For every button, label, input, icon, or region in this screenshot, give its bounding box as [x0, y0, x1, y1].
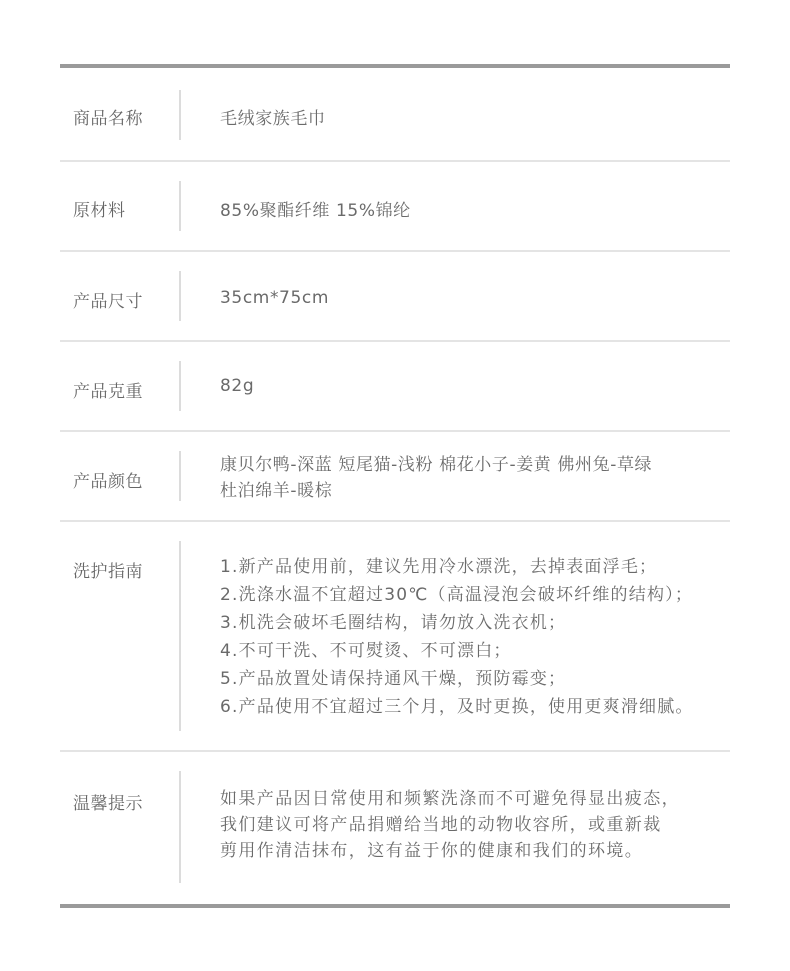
- care-line: 2.洗涤水温不宜超过30℃（高温浸泡会破坏纤维的结构）；: [220, 585, 694, 605]
- spec-label-tip: 温馨提示: [73, 794, 143, 814]
- care-line: 5.产品放置处请保持通风干燥，预防霉变；: [220, 669, 567, 689]
- spec-value-size: 35cm*75cm: [220, 288, 329, 308]
- spec-label-weight: 产品克重: [73, 382, 143, 402]
- column-divider: [179, 771, 181, 883]
- spec-row-material: [60, 162, 730, 250]
- spec-label-care-guide: 洗护指南: [73, 562, 143, 582]
- spec-value-colors: [220, 452, 652, 504]
- tip-line: 如果产品因日常使用和频繁洗涤而不可避免得显出疲态，: [220, 789, 680, 809]
- bottom-border: [60, 904, 730, 908]
- spec-row-tip: [60, 752, 730, 904]
- spec-value-tip: [220, 786, 680, 864]
- product-spec-table: [60, 64, 730, 908]
- spec-value-material: 85%聚酯纤维 15%锦纶: [220, 201, 411, 221]
- spec-value-care-guide: [220, 553, 694, 721]
- spec-row-product-name: [60, 68, 730, 160]
- tip-line: 我们建议可将产品捐赠给当地的动物收容所，或重新裁: [220, 815, 662, 835]
- care-line: 1.新产品使用前，建议先用冷水漂洗，去掉表面浮毛；: [220, 557, 658, 577]
- column-divider: [179, 361, 181, 411]
- care-line: 6.产品使用不宜超过三个月，及时更换，使用更爽滑细腻。: [220, 697, 694, 717]
- spec-label-size: 产品尺寸: [73, 292, 143, 312]
- spec-label-material: 原材料: [73, 201, 126, 221]
- care-line: 4.不可干洗、不可熨烫、不可漂白；: [220, 641, 512, 661]
- color-line: 杜泊绵羊-暖棕: [220, 481, 333, 501]
- spec-row-care-guide: [60, 522, 730, 750]
- column-divider: [179, 90, 181, 140]
- tip-line: 剪用作清洁抹布，这有益于你的健康和我们的环境。: [220, 841, 644, 861]
- column-divider: [179, 181, 181, 231]
- spec-value-weight: 82g: [220, 376, 255, 396]
- spec-row-size: [60, 252, 730, 340]
- column-divider: [179, 451, 181, 501]
- column-divider: [179, 271, 181, 321]
- column-divider: [179, 541, 181, 731]
- spec-label-product-name: 商品名称: [73, 109, 143, 129]
- spec-row-colors: [60, 432, 730, 520]
- color-line: 康贝尔鸭-深蓝 短尾猫-浅粉 棉花小子-姜黄 佛州兔-草绿: [220, 455, 653, 475]
- spec-value-product-name: 毛绒家族毛巾: [220, 109, 326, 129]
- care-line: 3.机洗会破坏毛圈结构，请勿放入洗衣机；: [220, 613, 567, 633]
- spec-label-colors: 产品颜色: [73, 472, 143, 492]
- spec-row-weight: [60, 342, 730, 430]
